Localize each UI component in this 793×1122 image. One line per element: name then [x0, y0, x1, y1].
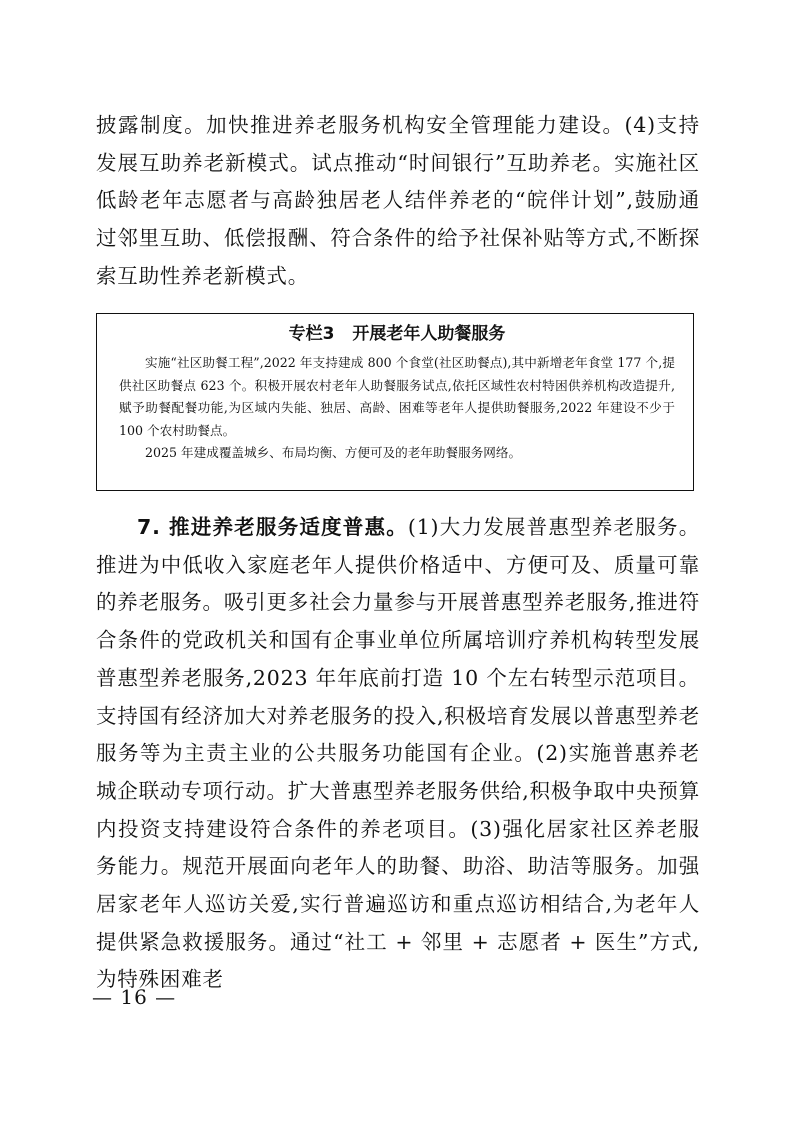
section-heading: 7. 推进养老服务适度普惠。	[137, 515, 408, 539]
body-paragraph-main	[96, 509, 700, 999]
column-box-paragraph-2: 2025 年建成覆盖城乡、布局均衡、方便可及的老年助餐服务网络。	[145, 445, 522, 460]
column-box-heading: 开展老年人助餐服务	[352, 324, 506, 344]
body-paragraph-top: 披露制度。加快推进养老服务机构安全管理能力建设。(4)支持发展互助养老新模式。试点推动“时间银行”互助养老。实施社区低龄老年志愿者与高龄独居老人结伴养老的“皖伴计划”,鼓励通过邻里互助、低偿报酬、符合条件的给予社保补贴等方式,不断探索互助性养老新模式。	[96, 113, 700, 288]
column-box-paragraph-1: 实施“社区助餐工程”,2022 年支持建成 800 个食堂(社区助餐点),其中新增老年食堂 177 个,提供社区助餐点 623 个。积极开展农村老年人助餐服务试点,依托区域性农村特困供养机构改造提升,赋予助餐配餐功能,为区域内失能、独居、高龄、困难等老年人提供助餐服务,2022 年建设不少于 100 个农村助餐点。	[119, 355, 675, 438]
column-box-title	[119, 322, 675, 346]
page-number: — 16 —	[92, 985, 177, 1009]
column-box	[96, 313, 694, 491]
section-text: (1)大力发展普惠型养老服务。推进为中低收入家庭老年人提供价格适中、方便可及、质量可靠的养老服务。吸引更多社会力量参与开展普惠型养老服务,推进符合条件的党政机关和国有企事业单位所属培训疗养机构转型发展普惠型养老服务,2023 年年底前打造 10 个左右转型示范项目。支持国有经济加大对养老服务的投入,积极培育发展以普惠型养老服务等为主责主业的公共服务功能国有企业。(2)实施普惠养老城企联动专项行动。扩大普惠型养老服务供给,积极争取中央预算内投资支持建设符合条件的养老项目。(3)强化居家社区养老服务能力。规范开展面向老年人的助餐、助浴、助洁等服务。加强居家老年人巡访关爱,实行普遍巡访和重点巡访相结合,为老年人提供紧急救援服务。通过“社工 + 邻里 + 志愿者 + 医生”方式,为特殊困难老	[96, 515, 700, 992]
column-box-label: 专栏3	[288, 324, 335, 344]
